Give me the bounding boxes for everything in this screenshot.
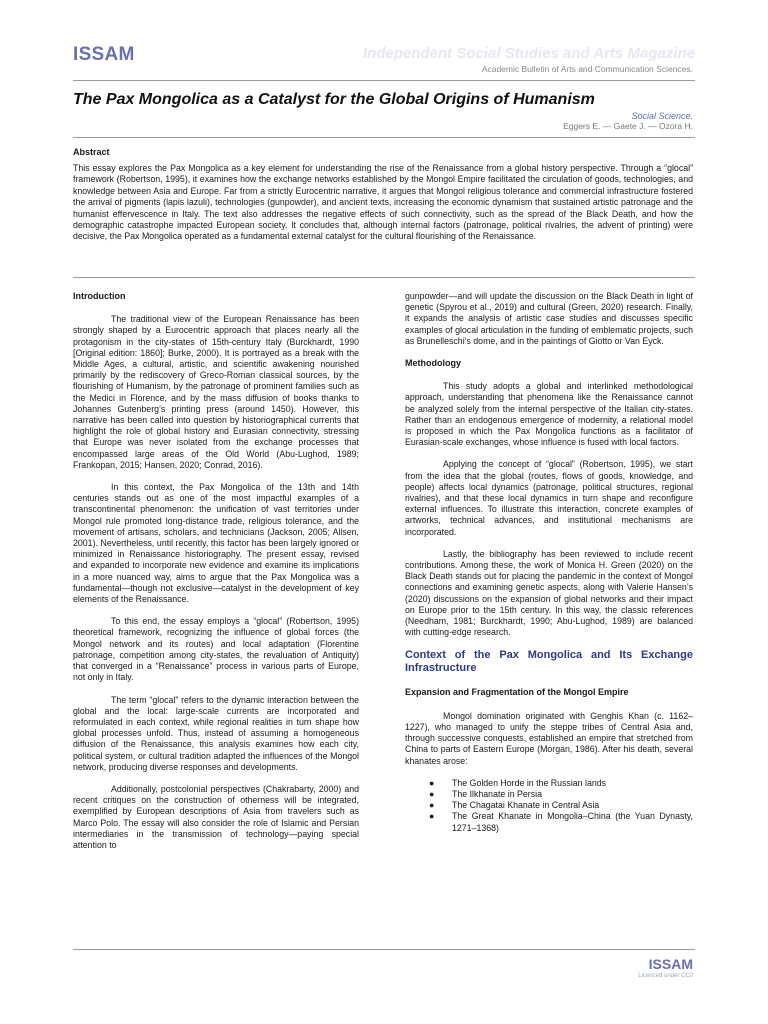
intro-paragraph-4: The term “glocal” refers to the dynamic interaction between the global and the local: large-scale currents are incorporated and reformulated in each context, while regional realities in turn shape how global processes unfold. Thus, instead of assuming a homogeneous diffusion of the Renaissance, this analysis examines how each city, political system, or cultural tradition adapted the influences of the Mongol network, producing diverse responses and developments.	[73, 694, 359, 772]
list-item-text: The Ilkhanate in Persia	[452, 788, 542, 799]
khanates-list	[405, 778, 693, 834]
list-item	[405, 800, 693, 811]
expansion-subheading: Expansion and Fragmentation of the Mongol Empire	[405, 687, 629, 698]
magazine-name: Independent Social Studies and Arts Magazine	[363, 45, 695, 62]
right-column	[405, 291, 693, 834]
intro-paragraph-3: To this end, the essay employs a “glocal” (Robertson, 1995) theoretical framework, recognizing the influence of global forces (the Mongol network and its routes) and local adaptation (Florentine patronage, competition among city-states, the revaluation of Antiquity) that converged in a “Renaissance” process in various parts of Europe, not only in Italy.	[73, 616, 359, 683]
list-item-text: The Great Khanate in Mongolia–China (the Yuan Dynasty, 1271–1368)	[452, 811, 693, 833]
abstract-divider	[73, 277, 695, 278]
intro-paragraph-1: The traditional view of the European Renaissance has been strongly shaped by a Eurocentric approach that places nearly all the protagonism in the city-states of 15th-century Italy (Burckhardt, 1990 [Original edition: 1860]; Burke, 2000). It is portrayed as a break with the Middle Ages, a cultural, artistic, and scientific awakening nourished primarily by the rediscovery of Greco-Roman classical sources, by the flourishing of Humanism, by the patronage of prominent families such as the Medici in Florence, and by the mass diffusion of books thanks to Johannes Gutenberg’s printing press (around 1450). However, this narrative has been called into question by historiographical currents that highlight the role of global history and Eurasian connectivity, stressing that Europe was never isolated from the exchange processes that encompassed large areas of the Old World (Abu-Lughod, 1989; Frankopan, 2015; Hansen, 2020; Conrad, 2016).	[73, 314, 359, 470]
footer-divider	[73, 949, 695, 950]
bulletin-subtitle: Academic Bulletin of Arts and Communication Sciences.	[481, 64, 693, 74]
left-column	[73, 291, 359, 862]
method-paragraph-1: This study adopts a global and interlinked methodological approach, understanding that phenomena like the Renaissance cannot be analyzed solely from the internal perspective of the Italian city-states. Rather than an endogenous emergence of modernity, a relational model is proposed in which the Pax Mongolica functions as a facilitator of Eurasian-scale exchanges, whose influence is fused with local factors.	[405, 381, 693, 448]
header-divider	[73, 80, 695, 81]
intro-continuation: gunpowder—and will update the discussion on the Black Death in light of genetic (Spyrou et al., 2019) and cultural (Green, 2020) research. Finally, it expands the analysis of artistic case studies and discusses specific examples of glocal articulation in the funding of emblematic projects, such as Brunelleschi’s dome, and in the paintings of Giotto or Van Eyck.	[405, 291, 693, 346]
method-paragraph-3: Lastly, the bibliography has been reviewed to include recent contributions. Among these, the work of Monica H. Green (2020) on the Black Death stands out for placing the pandemic in the context of Mongol connections and examining genetic aspects, along with Valerie Hansen’s (2020) discussions on the expansion of global networks and their impact on Europe prior to the 15th century. In this way, the classic references (Needham, 1981; Burckhardt, 1990; Abu-Lughod, 1989) are balanced with cutting-edge research.	[405, 548, 693, 638]
bullet-icon: ●	[429, 811, 435, 822]
method-paragraph-2: Applying the concept of “glocal” (Robertson, 1995), we start from the idea that the global (routes, flows of goods, knowledge, and people) affects local dynamics (patronage, political structures, regional rivalries), and that these local dynamics in turn shape and reconfigure external influences. To illustrate this interaction, concrete examples of artworks, technical advances, and institutional mechanisms are incorporated.	[405, 459, 693, 537]
bullet-icon: ●	[429, 777, 435, 788]
intro-paragraph-2: In this context, the Pax Mongolica of the 13th and 14th centuries stands out as one of the most impactful examples of a transcontinental phenomenon: the unification of vast territories under Mongol rule promoted long-distance trade, religious tolerance, and the movement of artisans, scholars, and technicians (Jackson, 2005; Allsen, 2001). Nevertheless, until recently, this factor has been largely ignored or minimized in Renaissance historiography. The present essay, revised and expanded to incorporate new evidence and examine its implications in a more nuanced way, aims to argue that the Pax Mongolica was a fundamental—though not exclusive—catalyst in the development of key elements of the Renaissance.	[73, 482, 359, 605]
list-item-text: The Chagatai Khanate in Central Asia	[452, 800, 600, 811]
licence-note: Licenced under CC0	[638, 973, 693, 979]
introduction-heading: Introduction	[73, 291, 126, 301]
methodology-heading: Methodology	[405, 358, 461, 369]
title-divider	[73, 137, 695, 138]
context-heading: Context of the Pax Mongolica and Its Exchange Infrastructure	[405, 649, 693, 675]
context-paragraph-1: Mongol domination originated with Genghis Khan (c. 1162–1227), who managed to unify the steppe tribes of Central Asia and, through successive conquests, established an empire that stretched from China to parts of Eastern Europe (Morgan, 1986). After his death, several khanates arose:	[405, 710, 693, 766]
list-item	[405, 778, 693, 789]
list-item	[405, 789, 693, 800]
footer-logo: ISSAM	[648, 956, 693, 972]
section-tag: Social Science.	[631, 111, 693, 121]
list-item-text: The Golden Horde in the Russian lands	[452, 777, 607, 788]
intro-paragraph-5: Additionally, postcolonial perspectives (Chakrabarty, 2000) and recent critiques on the construction of otherness will be integrated, exemplified by European descriptions of Asia from travelers such as Marco Polo. The essay will also consider the role of Islamic and Persian intermediaries in the transmission of technology—paying special attention to	[73, 783, 359, 850]
bullet-icon: ●	[429, 800, 435, 811]
authors: Eggers E. — Gaete J. — Ozora H.	[563, 121, 693, 131]
abstract-text: This essay explores the Pax Mongolica as a key element for understanding the rise of the Renaissance from a global history perspective. Through a “glocal” framework (Robertson, 1995), it examines how the exchange networks established by the Mongol Empire facilitated the circulation of goods, technologies, and knowledge between Asia and Europe. Far from a strictly Eurocentric narrative, it argues that Mongol religious tolerance and commercial infrastructure fostered the arrival of pigments (lapis lazuli), technologies (gunpowder), and ancient texts, increasing the economic dynamism that sustained artistic patronage and the humanist effervescence in Italy. The text also addresses the negative effects of such connectivity, such as the spread of the Black Death, and how the demographic catastrophe impacted European society. It concludes that, although internal factors (patronage, political rivalries, the advent of printing) were decisive, the Pax Mongolica operated as a fundamental external catalyst for the cultural flourishing of the Renaissance.	[73, 163, 693, 242]
list-item	[405, 811, 693, 833]
journal-logo: ISSAM	[73, 44, 135, 65]
paper-title: The Pax Mongolica as a Catalyst for the Global Origins of Humanism	[73, 91, 595, 108]
abstract-heading: Abstract	[73, 147, 110, 157]
bullet-icon: ●	[429, 788, 435, 799]
